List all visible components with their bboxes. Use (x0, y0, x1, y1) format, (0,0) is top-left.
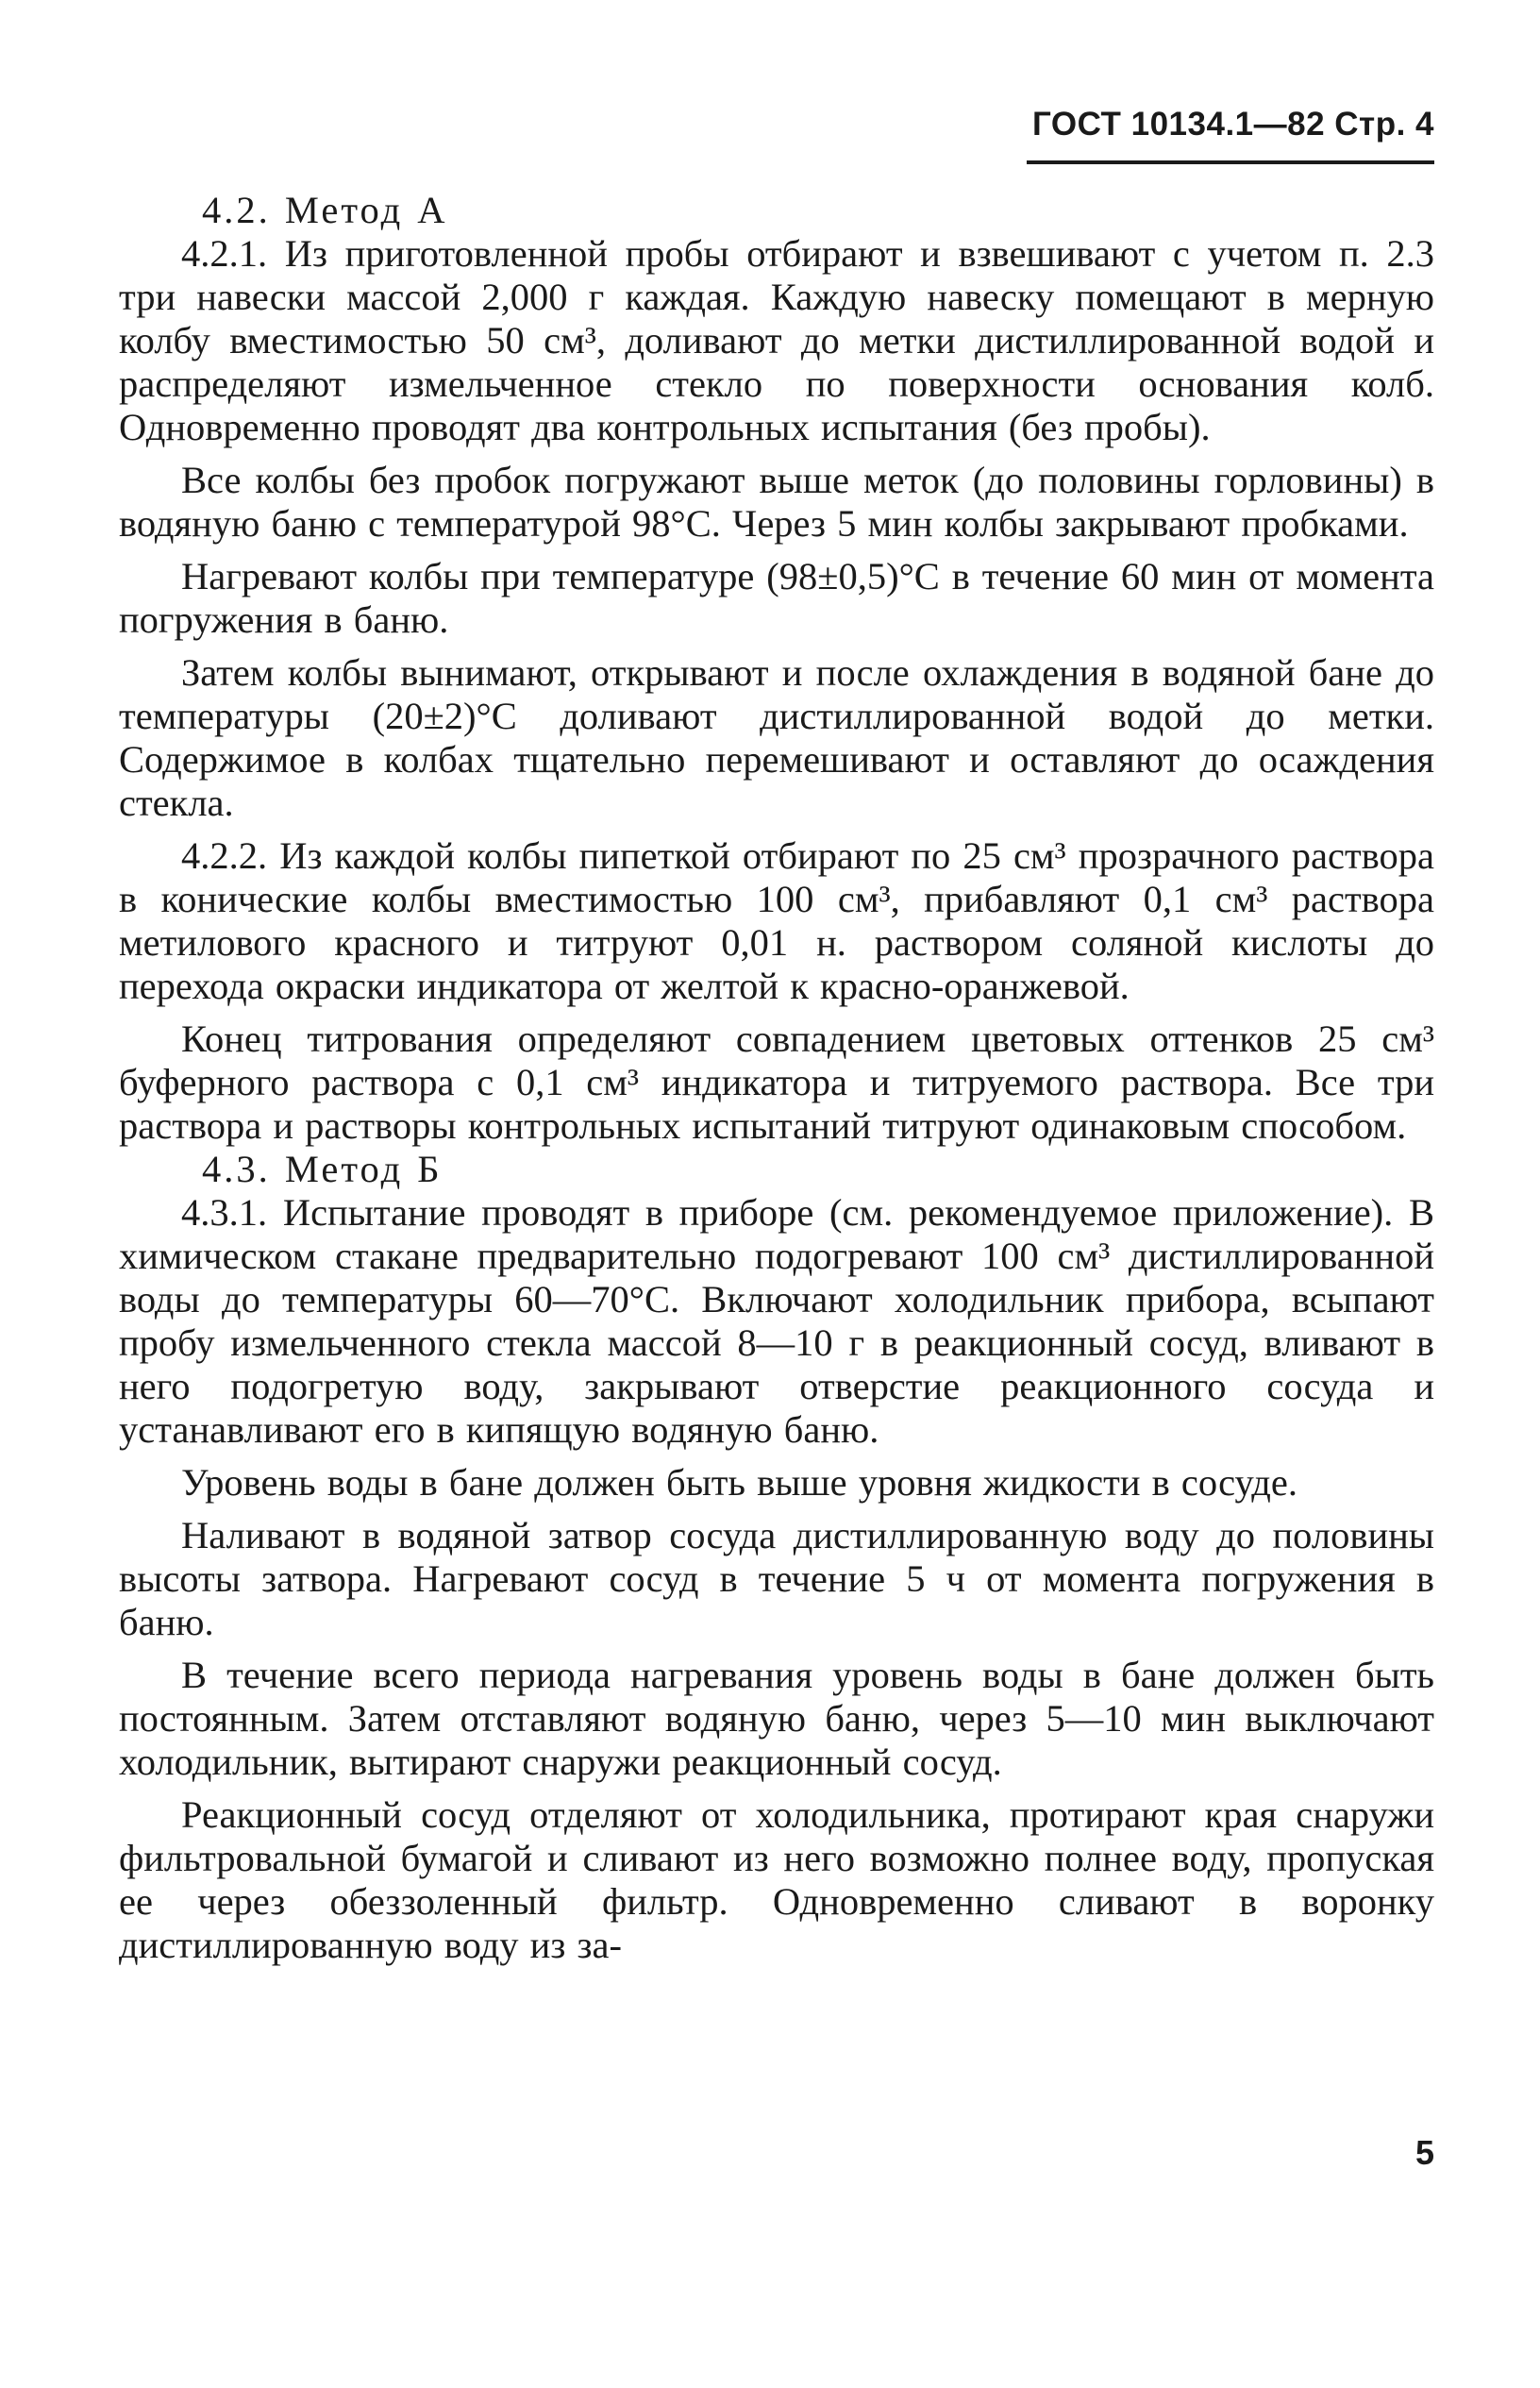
body-text (119, 189, 1434, 1967)
paragraph: Все колбы без пробок погружают выше меток (до половины горловины) в водяную баню с температурой 98°С. Через 5 мин колбы закрывают пробками. (119, 459, 1434, 545)
section-heading-4-3: 4.3. Метод Б (202, 1148, 443, 1190)
paragraph: В течение всего периода нагревания уровень воды в бане должен быть постоянным. Затем отставляют водяную баню, через 5—10 мин выключают холодильник, вытирают снаружи реакционный сосуд. (119, 1654, 1434, 1783)
paragraph: Наливают в водяной затвор сосуда дистиллированную воду до половины высоты затвора. Нагревают сосуд в течение 5 ч от момента погружения в баню. (119, 1514, 1434, 1643)
paragraph: Конец титрования определяют совпадением цветовых оттенков 25 см³ буферного раствора с 0,1 см³ индикатора и титруемого раствора. Все три раствора и растворы контрольных испытаний титруют одинаковым способом. (119, 1017, 1434, 1147)
paragraph-4-2-1: 4.2.1. Из приготовленной пробы отбирают и взвешивают с учетом п. 2.3 три навески массой 2,000 г каждая. Каждую навеску помещают в мерную колбу вместимостью 50 см³, доливают до метки дистиллированной водой и распределяют измельченное стекло по поверхности основания колб. Одновременно проводят два контрольных испытания (без пробы). (119, 232, 1434, 448)
paragraph-4-2-2: 4.2.2. Из каждой колбы пипеткой отбирают по 25 см³ прозрачного раствора в конические колбы вместимостью 100 см³, прибавляют 0,1 см³ раствора метилового красного и титруют 0,01 н. раствором соляной кислоты до перехода окраски индикатора от желтой к красно-оранжевой. (119, 834, 1434, 1007)
header-rule (1027, 160, 1434, 164)
page-header: ГОСТ 10134.1—82 Стр. 4 (1032, 106, 1434, 143)
paragraph: Уровень воды в бане должен быть выше уровня жидкости в сосуде. (181, 1461, 1297, 1504)
section-heading-4-2: 4.2. Метод А (202, 189, 448, 231)
paragraph: Реакционный сосуд отделяют от холодильника, протирают края снаружи фильтровальной бумагой и сливают из него возможно полнее воду, пропуская ее через обеззоленный фильтр. Одновременно сливают в воронку дистиллированную воду из за- (119, 1793, 1434, 1966)
paragraph: Нагревают колбы при температуре (98±0,5)°С в течение 60 мин от момента погружения в баню. (119, 555, 1434, 641)
paragraph-4-3-1: 4.3.1. Испытание проводят в приборе (см. рекомендуемое приложение). В химическом стакане предварительно подогревают 100 см³ дистиллированной воды до температуры 60—70°С. Включают холодильник прибора, всыпают пробу измельченного стекла массой 8—10 г в реакционный сосуд, вливают в него подогретую воду, закрывают отверстие реакционного сосуда и устанавливают его в кипящую водяную баню. (119, 1191, 1434, 1451)
page-number: 5 (1414, 2133, 1434, 2172)
paragraph: Затем колбы вынимают, открывают и после охлаждения в водяной бане до температуры (20±2)°С доливают дистиллированной водой до метки. Содержимое в колбах тщательно перемешивают и оставляют до осаждения стекла. (119, 651, 1434, 824)
